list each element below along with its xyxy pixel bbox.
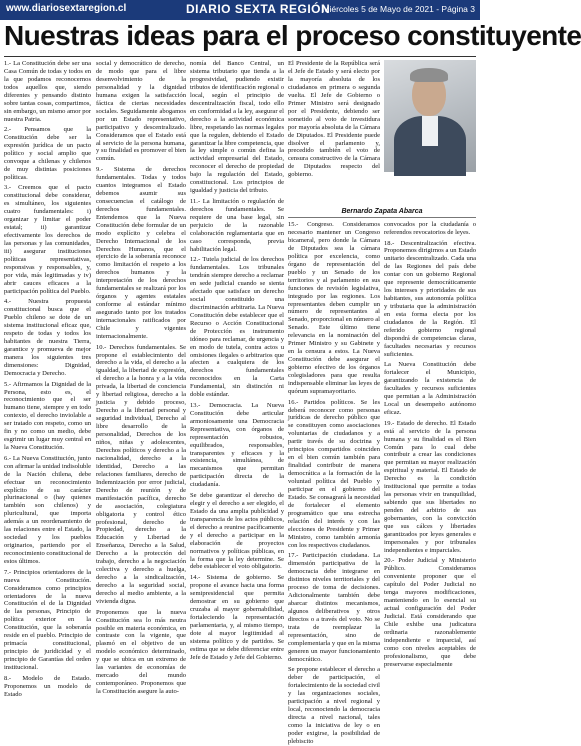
- newspaper-name: DIARIO SEXTA REGIÓN: [186, 2, 331, 16]
- issue-date: Miércoles 5 de Mayo de 2021 - Página 3: [322, 4, 475, 14]
- author-photo: [384, 60, 476, 172]
- site-url[interactable]: www.diariosextaregion.cl: [6, 3, 127, 14]
- masthead-bar: [0, 0, 480, 20]
- article-paragraph: 7.- Principios orientadores de la nueva Constitución. Consideramos como principios orientadores de la nueva Constitución el de la Dignidad de las personas, Principio de política exterior en la Constitución, que la soberanía reside en el pueblo. Principio de primacía constitucional, principio de juridicidad y el principio de Garantías del orden institucional.: [4, 568, 91, 672]
- article-paragraph: nomía del Banco Central, un sistema tributario que tienda a la progresividad, pudiendo existir tributos de identificación regional o local, según el principio de descentralización fiscal, todo ello en conformidad a la ley, asegurar el derecho a la actividad económica libre, respetando las normas legales que la regulen, debiendo el Estado garantizar la libre competencia, que la ley simple o común defina la actividad empresarial del Estado, reconocer el derecho de propiedad bajo la regulación del Estado, constitucional. Los principios de igualdad y justicia del tributo.: [190, 60, 284, 195]
- photo-shirt: [422, 116, 438, 146]
- article-paragraph: social y democrático de derecho, de modo que para el libre desenvolvimiento de la personalidad y la dignidad humana exigen la satisfacción fáctica de ciertas necesidades sociales. Seguidamente abogamos por un Estado representativo, participativo y descentralizado. Consideramos que el Estado está al servicio de la persona humana, y su finalidad es promover el bien común.: [96, 60, 186, 163]
- caption-rule: [288, 217, 476, 218]
- article-paragraph: 14.- Sistema de gobierno. Se propone el avance hacia una forma semipresidencial que permita demostrar en su gobierno que cruzaba al mayor gobernabilidad, fortaleciendo la representación parlamentaria, y, al mismo tiempo, dote al mayor legitimidad al sistema político y de partidos. Se estima que se debe diferenciar entre Jefe de Estado y Jefe del Gobierno.: [190, 574, 284, 661]
- article-column-2: [96, 60, 186, 696]
- article-paragraph: 3.- Creemos que el pacto constitucional debe considerar, es simultáneo, los siguientes cuatro fundamentales: i) organizar y limitar el poder estatal; ii) garantizar efectivamente los derechos de las personas y las comunidades, iii) asegurar instituciones políticas representativas, responsivas y responsables, y, por vida, más legitimadas y iv) abrir cauces eficaces a la participación política del Pueblo.: [4, 184, 91, 295]
- article-paragraph: 6.- La Nueva Constitución, junto con afirmar la unidad indisoluble de la Nación chilena, debe efectuar un reconocimiento explícito de su carácter plurinacional o (hay quienes también son chilenos) y pluricultural, que importa además a un reordenamiento de las relaciones entre el Estado, la sociedad y los pueblos originarios, partiendo por el reconocimiento constitucional de estos últimos.: [4, 454, 91, 566]
- photo-hair: [410, 68, 448, 82]
- article-paragraph: 12.- Tutela judicial de los derechos fundamentales. Los tribunales tendrán siempre derecho a reclamar en sede judicial cuando se sienta afectado que satisface un derecho social constituido una discriminación arbitraria. La Nueva Constitución debe establecer que el Recurso o Acción Constitucional de Protección es instrumento idóneo para reclamar, de urgencia y en modo de tutela, contra actos u omisiones ilegales o arbitrarios que afecten a cualquiera de los derechos fundamentales reconocidos en la Carta Fundamental, sin distinción ni doble estándar.: [190, 256, 284, 399]
- article-paragraph: 17.- Participación ciudadana. La dimensión participativa de la democracia debe integrarse en distintos niveles territoriales y del proceso de toma de decisiones. Adicionalmente también debe abarcar distintos mecanismos, algunos deliberativos y otros directos o a través del voto. No se trata de reemplazar la representación, sino de complementarla y que en la misma generen un mayor funcionamiento democrático.: [288, 552, 380, 663]
- article-paragraph: Se propone establecer el derecho a deber de participación, el fortalecimiento de la sociedad civil y las organizaciones sociales, participación a nivel regional y local, reconociendo la democracia directa a nivel nacional, tales como la iniciativa de ley o en poder exigirse, la posibilidad de plebiscito: [288, 666, 380, 745]
- article-paragraph: 4.- Nuestra propuesta constitucional busca que el Pueblo chileno se dote de un sistema institucional eficaz que, respeto de todas y todos los habitantes de nuestra Tierra, garantice y promueva de mejor manera los siguientes tres dimensiones: Dignidad, Democracia y Derecho.: [4, 298, 91, 377]
- article-column-3: [190, 60, 284, 666]
- article-paragraph: 2.- Pensamos que la Constitución debe ser la expresión jurídica de un pacto político y social amplio que convoque a chilenas y chilenos de muy distintas posiciones políticas.: [4, 126, 91, 181]
- article-paragraph: 20.- Poder Judicial y Ministerio Público. Consideramos conveniente proponer que el capítulo del Poder Judicial no tenga mayores modificaciones, manteniendo en lo esencial su actual configuración del Poder Judicial. Está considerando que Chile exhibe una judicatura ordinaria razonablemente independiente e imparcial, así como con niveles aceptables de profesionalismo, que debe preservarse especialmente: [384, 557, 476, 668]
- article-column-4: [288, 221, 380, 745]
- article-paragraph: 16.- Partidos políticos. Se les deberá reconocer como personas jurídicas de derecho público que se constituyen como asociaciones voluntarias de ciudadanos y a partir través de su doctrina y principios compartidos coinciden en el bien común también para finalidad contribuir de manera democrática a la formación de la voluntad política del Pueblo y participar en el gobierno del Estado. Se consagrará la necesidad de fortalecer el elemento programático que una estrecha relación del interés y con las elecciones de Presidente y Primer Ministro, como también armonía con los respectivos ciudadanos.: [288, 398, 380, 549]
- article-paragraph: 11.- La limitación o regulación de derechos fundamentales. Se requiere de una base legal, sin perjuicio de la razonable colaboración reglamentaria que en caso corresponda, previa habilitación legal.: [190, 197, 284, 253]
- article-paragraph: 18.- Descentralización efectiva. Proponemos dirigirnos a un Estado unitario descentralizado. Cada una de las Regiones del país debe contar con un gobierno Regional que represente democráticamente los intereses y prioridades de sus habitantes, sus autonomía política y tributaria que la administración en esta forma electa por los ciudadanos de la Región. El referido gobierno regional dispondrá de competencias claras, facultades necesarias y recursos suficientes.: [384, 239, 477, 358]
- article-column-4-top: [288, 60, 380, 206]
- headline-rule: [4, 56, 476, 57]
- article-column-1: [4, 60, 91, 698]
- article-paragraph: 1.- La Constitución debe ser una Casa Común de todas y todos en la que podamos reconocernos todos aquellos que, siendo diferentes y pensando distinto sobre tantas cosas, compartimos, sin embargo, un mismo amor por nuestra Patria.: [4, 60, 91, 123]
- article-paragraph: 10.- Derechos fundamentales. Se propone el establecimiento del derecho a la vida, el derecho a la igualdad, la libertad de expresión, el derecho a la honra y a la vida privada, la libertad de conciencia y libertad religiosa, derecho a la justicia y debido proceso, Derecho a la libertad personal y seguridad individual, Derecho al libre desarrollo de la personalidad, Derechos de los niños, niñas y adolescentes, Derechos políticos y derecho a la nacionalidad, derecho a la identidad, Derecho a las relaciones familiares, derecho de Indemnización por error judicial, Derecho de reunión y de manifestación pacífica, derecho de asociación, colegiatura obligatoria y control ético profesional, derecho de Propiedad, derecho a la Educación y Libertad de Enseñanza, Derecho a la Salud, Derecho a la protección del trabajo, derecho a la negociación colectiva y derecho a huelga, derecho a la sindicalización, derecho a la seguridad social, derecho al medio ambiente, a la vivienda digna.: [96, 343, 186, 606]
- article-paragraph: 8.- Modelo de Estado. Proponemos un modelo de Estado: [4, 674, 91, 698]
- article-paragraph: 13.- Democracia. La Nueva Constitución debe articular armoniosamente una Democracia Representativa, con órganos de representación robustos, equilibrados, responsables, transparentes y eficaces y la existencia, simultánea, de mecanismos que permitan participación directa de la ciudadanía.: [190, 401, 284, 489]
- article-paragraph: 19.- Estado de derecho. El Estado está al servicio de la persona humana y su finalidad es el Bien Común para lo cual debe contribuir a crear las condiciones que permitan su mayor realización espiritual y material. El Estado de Derecho es la condición institucional que permite a todas las personas vivir en tranquilidad, sabiendo que sus libertades no penden del arbitrio de sus gobernantes, con la convicción que sus cálces y libertades garantizados por leyes generales e impersonales y por tribunales independientes e imparciales.: [384, 419, 476, 554]
- article-paragraph: 5.- Afirmamos la Dignidad de la Persona, esto es, el reconocimiento que el ser humano tiene, siempre y en todo contexto, el derecho inviolable a ser tratado con respeto, como un fin y no como un medio, debe esgrimir un lugar muy central en la Nueva Constitución.: [4, 380, 91, 452]
- article-headline: Nuestras ideas para el proceso constituyente: [4, 20, 581, 51]
- article-paragraph: 9.- Sistema de derechos fundamentales. Todas y todos cuantos integramos el Estado debemos asumir sus consecuencias el catálogo de derechos fundamentales. Entendemos que la Nueva Constitución debe formular de un modo explícito y celebra el Derecho Internacional de los Derechos Humanos, que el ejercicio de la soberanía reconoce como limitación el respeto a los derechos humanos y la interpretación de los derechos fundamentales se realizará por los órganos y agentes estatales conforme al estándar mínimo asegurado tanto por los tratados internacionales ratificados por Chile y vigentes internacionalmente.: [96, 165, 186, 340]
- article-paragraph: 15.- Congreso. Consideramos necesario mantener un Congreso bicameral, pero donde la Cámara de Diputados sea la cámara política por excelencia, como órgano de representación del pueblo y un Senado de los territorios y al parlamento en sus funciones de revisión legislativa, integrado por las regiones. Los representantes deben cumplir un número de representantes al Senado, proporcional en número al Senado. Este último tiene relevancia en la nominación del Primer Ministro y su Gabinete y en la censura a estos. La Nueva Constitución debe asegurar el gobierno efectivo de los órganos colegisladores para que resulta indispensable eliminar las leyes de quórum supramayoritario.: [288, 221, 380, 396]
- article-paragraph: Proponemos que la nueva Constitución sea lo más neutra posible en materia económica, en contraste con la vigente, que plasmó en el objetivo de un modelo económico determinado, y que se ubica en un extremo de las variantes de economías de mercado del mundo contemporáneo. Proponemos que la Constitución asegure la auto-: [96, 608, 186, 696]
- article-paragraph: convocados por la ciudadanía o referendos revocatorios de leyes.: [384, 221, 476, 236]
- photo-caption: Bernardo Zapata Abarca: [341, 208, 423, 215]
- article-paragraph: La Nueva Constitución debe fortalecer el Municipio, garantizando la existencia de facultades y recursos suficientes que permitan a la Administración Local un desempeño autónomo eficaz.: [384, 361, 476, 417]
- article-column-5: [384, 221, 476, 666]
- article-paragraph: El Presidente de la República será el Jefe de Estado y será electo por la mayoría absoluta de los ciudadanos en primera o segunda vuelta. El Jefe de Gobierno o Primer Ministro será designado por el Presidente, debiendo ser sometido al voto de investidura por mayoría absoluta de la Cámara de Diputados. El Presidente puede disolver el parlamento y, precedido también el voto de censura constructivo de la Cámara de Diputados respecto del gobierno.: [288, 60, 380, 179]
- article-paragraph: Se debe garantizar el derecho de elegir y el derecho a ser elegido, el Estado da una amplia publicidad y transparencia de los actos públicos, el derecho a reunirse pacíficamente y el derecho a participar en la elaboración de proyectos normativos y políticas públicas, en la forma que la ley determine. Se debe establecer el voto obligatorio.: [190, 491, 284, 571]
